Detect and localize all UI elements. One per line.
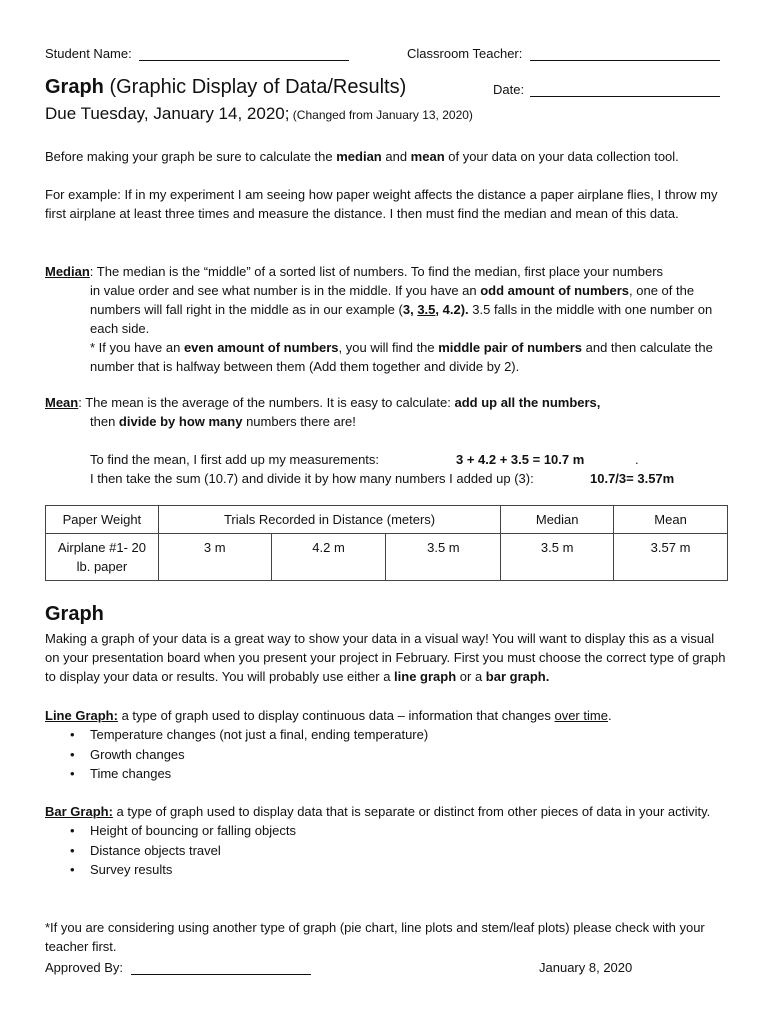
cell-median: 3.5 m	[501, 534, 614, 581]
intro-paragraph: Before making your graph be sure to calculate the median and mean of your data on your data collection tool.	[45, 149, 679, 164]
list-item: • Height of bouncing or falling objects	[90, 821, 728, 841]
bar-graph-section: Bar Graph: a type of graph used to display data that is separate or distinct from other pieces of data in your activity. • Height of bouncing or falling objects • Distance objects travel • Survey results	[45, 802, 728, 880]
cell-trial-2: 4.2 m	[271, 534, 386, 581]
table-row	[46, 534, 728, 581]
student-name-label: Student Name:	[45, 46, 132, 61]
list-item: • Temperature changes (not just a final, ending temperature)	[90, 725, 728, 745]
header-median: Median	[501, 506, 614, 534]
mean-example: To find the mean, I first add up my measurements: 3 + 4.2 + 3.5 = 10.7 m . I then take the sum (10.7) and divide it by how many numbers I added up (3): 10.7/3= 3.57m	[90, 452, 675, 486]
student-name-line[interactable]	[139, 60, 349, 61]
mean-label: Mean	[45, 395, 79, 410]
footnote: *If you are considering using another type of graph (pie chart, line plots and stem/leaf plots) please check with your teacher first.	[45, 920, 705, 954]
date-line[interactable]	[530, 96, 720, 97]
example-paragraph: For example: If in my experiment I am seeing how paper weight affects the distance a paper airplane flies, I throw my first airplane at least three times and measure the distance. I then must find the median and mean of this data.	[45, 187, 718, 221]
line-graph-label: Line Graph:	[45, 708, 118, 723]
median-label: Median	[45, 264, 90, 279]
cell-mean: 3.57 m	[614, 534, 728, 581]
cell-trial-1: 3 m	[158, 534, 271, 581]
document-date: January 8, 2020	[539, 960, 633, 975]
line-graph-section: Line Graph: a type of graph used to display continuous data – information that changes over time. • Temperature changes (not just a final, ending temperature) • Growth changes • Time changes	[45, 706, 728, 784]
approved-line[interactable]	[131, 974, 311, 975]
cell-trial-3: 3.5 m	[386, 534, 501, 581]
list-item: • Distance objects travel	[90, 841, 728, 861]
page-title	[45, 76, 406, 99]
median-section: Median: The median is the “middle” of a sorted list of numbers. To find the median, first place your numbers in value order and see what number is in the middle. If you have an odd amount of numbers, one of the numbers will fall right in the middle as in our example (3, 3.5, 4.2). 3.5 falls in the middle with one number on each side. * If you have an even amount of numbers, you will find the middle pair of numbers and then calculate the number that is halfway between them (Add them together and divide by 2).	[45, 264, 713, 374]
data-table	[45, 505, 728, 581]
due-date: Due Tuesday, January 14, 2020;	[45, 104, 290, 123]
bar-graph-list	[45, 821, 728, 880]
table-header-row	[46, 506, 728, 534]
cell-paper-weight: Airplane #1- 20 lb. paper	[46, 534, 159, 581]
header-paper-weight: Paper Weight	[46, 506, 159, 534]
title-rest: (Graphic Display of Data/Results)	[103, 76, 407, 98]
line-graph-list	[45, 725, 728, 784]
date-row	[493, 82, 720, 97]
list-item: • Survey results	[90, 860, 728, 880]
classroom-teacher-line[interactable]	[530, 60, 720, 61]
due-line	[45, 104, 473, 124]
graph-intro: Making a graph of your data is a great way to show your data in a visual way! You will want to display this as a visual on your presentation board when you present your project in February. First you must choose the correct type of graph to display your data or results. You will probably use either a line graph or a bar graph.	[45, 631, 726, 684]
date-label: Date:	[493, 82, 525, 97]
list-item: • Time changes	[90, 764, 728, 784]
changed-note: (Changed from January 13, 2020)	[289, 108, 473, 122]
graph-heading: Graph	[45, 603, 104, 625]
mean-section: Mean: The mean is the average of the numbers. It is easy to calculate: add up all the numbers, then divide by how many numbers there are!	[45, 395, 601, 429]
classroom-teacher-label: Classroom Teacher:	[407, 46, 523, 61]
header-mean: Mean	[614, 506, 728, 534]
header-trials: Trials Recorded in Distance (meters)	[158, 506, 500, 534]
title-bold: Graph	[45, 76, 104, 98]
teacher-row	[407, 46, 720, 61]
approved-row	[45, 960, 311, 975]
list-item: • Growth changes	[90, 745, 728, 765]
student-name-row	[45, 46, 349, 61]
approved-label: Approved By:	[45, 960, 124, 975]
bar-graph-label: Bar Graph:	[45, 804, 113, 819]
